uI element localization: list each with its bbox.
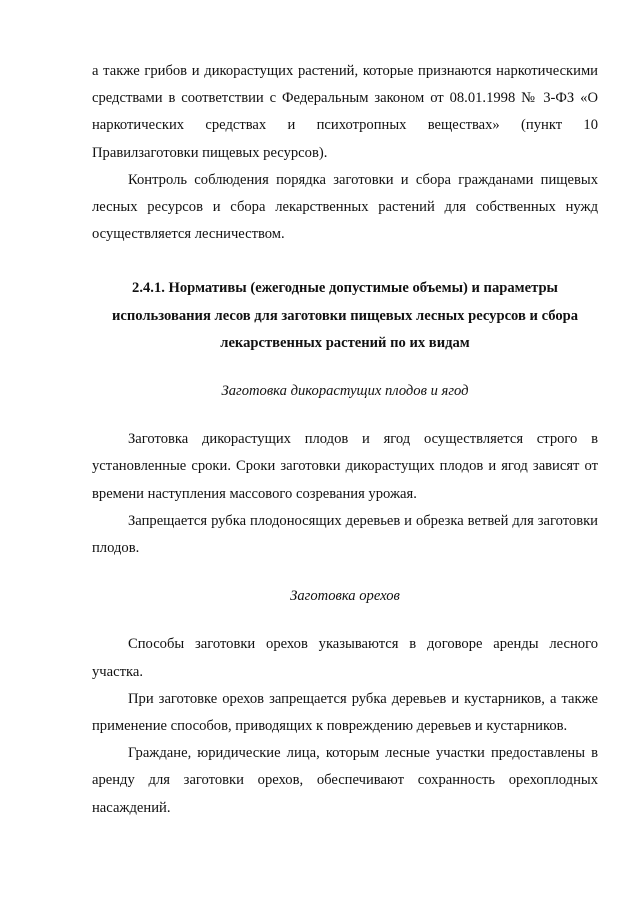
paragraph-berries-terms: Заготовка дикорастущих плодов и ягод осуществляется строго в установленные сроки. Сроки заготовки дикорастущих плодов и ягод зависят от времени наступления массового созревания урожая. [92,431,598,502]
subsection-title-berries: Заготовка дикорастущих плодов и ягод [221,383,469,400]
paragraph-control: Контроль соблюдения порядка заготовки и сбора гражданами пищевых лесных ресурсов и сбора лекарственных растений для собственных нужд осуществляется лесничеством. [92,171,598,243]
paragraph-nuts-methods: Способы заготовки орехов указываются в договоре аренды лесного участка. [92,636,598,680]
spacer [92,610,598,631]
paragraph-nuts-preservation: Граждане, юридические лица, которым лесные участки предоставлены в аренду для заготовки орехов, обеспечивают сохранность орехоплодных насаждений. [92,745,598,816]
document-page [92,58,598,822]
subsection-title-nuts: Заготовка орехов [290,588,400,605]
paragraph-berries-prohibition: Запрещается рубка плодоносящих деревьев и обрезка ветвей для заготовки плодов. [92,512,598,557]
paragraph-continuation: а также грибов и дикорастущих растений, которые признаются наркотическими средствами в соответствии с Федеральным законом от 08.01.1998 № 3-ФЗ «О наркотических средствах и психотропных веществах» (пункт 10 Правилзаготовки пищевых ресурсов). [92,63,598,161]
section-heading: 2.4.1. Нормативы (ежегодные допустимые объемы) и параметры использования лесов для заготовки пищевых лесных ресурсов и сбора лекарственных растений по их видам [111,280,579,351]
spacer [92,248,598,275]
spacer [92,357,598,378]
paragraph-nuts-prohibition: При заготовке орехов запрещается рубка деревьев и кустарников, а также применение способов, приводящих к повреждению деревьев и кустарников. [92,690,598,735]
spacer [92,562,598,583]
spacer [92,405,598,426]
